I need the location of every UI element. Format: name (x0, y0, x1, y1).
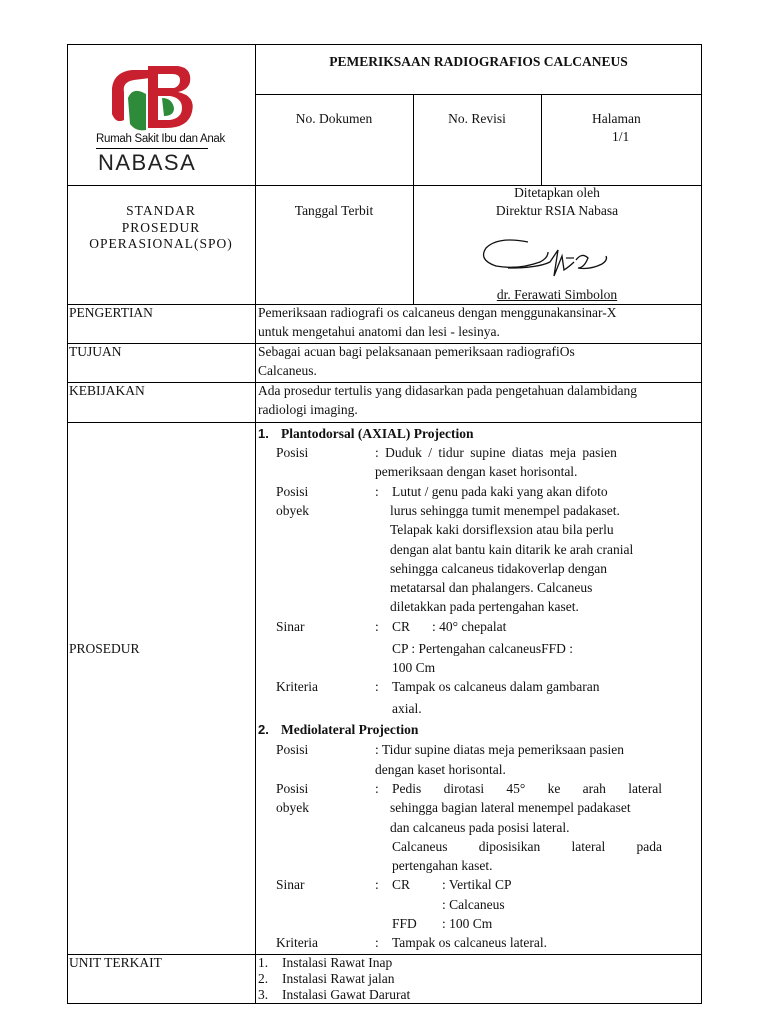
p2-obyek-word: arah (582, 781, 606, 796)
procedure-2-title: Mediolateral Projection (281, 722, 419, 737)
p2-obyek-line-3: dan calcaneus pada posisi lateral. (390, 820, 570, 835)
p2-kriteria-line-1: Tampak os calcaneus lateral. (392, 935, 547, 950)
page-label: Halaman (592, 111, 641, 126)
approved-by-line-2: Direktur RSIA Nabasa (495, 203, 619, 218)
p2-obyek-word: Calcaneus (392, 839, 448, 854)
p1-sinar-colon: : (375, 619, 379, 634)
unit-item-number: 2. (258, 971, 269, 986)
p1-posisi-line-2: pemeriksaan dengan kaset horisontal. (375, 464, 578, 479)
p1-sinar-label: Sinar (276, 619, 305, 634)
table-border-right (701, 44, 702, 1004)
logo-divider (96, 148, 208, 149)
p2-obyek-line-5: pertengahan kaset. (392, 858, 493, 873)
issue-date-label: Tanggal Terbit (294, 203, 374, 218)
pengertian-line-2: untuk mengetahui anatomi dan lesi - lesinya. (258, 324, 500, 339)
p2-sinar-colon: : (375, 877, 379, 892)
p1-posisi-line-1: : Duduk / tidur supine diatas meja pasien (375, 445, 617, 460)
p2-obyek-word: pada (636, 839, 662, 854)
procedure-1-title: Plantodorsal (AXIAL) Projection (281, 426, 474, 441)
logo-mark-icon (92, 58, 222, 138)
tujuan-line-1: Sebagai acuan bagi pelaksanaan pemeriksaan radiografiOs (258, 344, 575, 359)
logo-hospital-name: NABASA (98, 150, 197, 175)
table-border-left (67, 44, 68, 1004)
p2-obyek-label-1: Posisi (276, 781, 309, 796)
p2-obyek-word: diposisikan (478, 839, 541, 854)
p2-obyek-line-1 (392, 781, 662, 797)
p2-kriteria-label: Kriteria (276, 935, 318, 950)
p1-kriteria-line-1: Tampak os calcaneus dalam gambaran (392, 679, 600, 694)
table-border-bottom (67, 1003, 702, 1004)
p2-obyek-word: lateral (628, 781, 662, 796)
revision-label: No. Revisi (448, 111, 506, 126)
p2-posisi-line-2: dengan kaset horisontal. (375, 762, 506, 777)
p2-obyek-label-2: obyek (276, 800, 309, 815)
p2-obyek-colon: : (375, 781, 379, 796)
row-divider-prosedur (67, 422, 702, 423)
p2-obyek-word: lateral (571, 839, 606, 854)
procedure-1-number: 1. (258, 426, 269, 441)
p1-sinar-cr-value: : 40° chepalat (432, 619, 507, 634)
document-title: PEMERIKSAAN RADIOGRAFIOS CALCANEUS (329, 54, 628, 69)
header-col-divider-2 (541, 94, 542, 186)
p1-obyek-line-3: Telapak kaki dorsiflexsion atau bila perlu (390, 522, 614, 537)
pengertian-label: PENGERTIAN (69, 305, 153, 320)
p1-obyek-colon: : (375, 484, 379, 499)
table-border-top (67, 44, 702, 45)
p1-kriteria-colon: : (375, 679, 379, 694)
p2-sinar-ffd: FFD (392, 916, 417, 931)
p2-kriteria-colon: : (375, 935, 379, 950)
p2-obyek-word: ke (547, 781, 561, 796)
unit-item-text: Instalasi Gawat Darurat (282, 987, 411, 1002)
p1-obyek-line-2: lurus sehingga tumit menempel padakaset. (390, 503, 620, 518)
prosedur-label: PROSEDUR (69, 641, 140, 656)
unit-item-number: 1. (258, 955, 269, 970)
p1-obyek-label-1: Posisi (276, 484, 309, 499)
tujuan-label: TUJUAN (69, 344, 122, 359)
procedure-2-number: 2. (258, 722, 269, 737)
kebijakan-label: KEBIJAKAN (69, 383, 145, 398)
p1-kriteria-line-2: axial. (392, 701, 422, 716)
p2-sinar-cr-value: : Vertikal CP (442, 877, 512, 892)
p2-obyek-word: Pedis (392, 781, 422, 796)
p2-sinar-ffd-value: : 100 Cm (442, 916, 493, 931)
unit-terkait-label: UNIT TERKAIT (69, 955, 162, 970)
p1-obyek-line-5: sehingga calcaneus tidakoverlap dengan (390, 561, 608, 576)
spo-line-1: STANDAR (126, 203, 196, 218)
approved-by-line-1: Ditetapkan oleh (514, 185, 600, 200)
signature-image (478, 232, 618, 282)
pengertian-line-1: Pemeriksaan radiografi os calcaneus dengan menggunakansinar-X (258, 305, 617, 320)
spo-line-2: PROSEDUR (121, 220, 201, 235)
p2-obyek-line-4 (392, 839, 662, 855)
approver-name: dr. Ferawati Simbolon (496, 287, 618, 302)
p1-obyek-line-4: dengan alat bantu kain ditarik ke arah cranial (390, 542, 634, 557)
p2-sinar-label: Sinar (276, 877, 305, 892)
header-divider-1 (255, 94, 702, 95)
doc-number-label: No. Dokumen (295, 111, 373, 126)
p1-sinar-cp: CP : Pertengahan calcaneusFFD : (392, 641, 573, 656)
unit-item-text: Instalasi Rawat jalan (282, 971, 395, 986)
p1-obyek-line-1: Lutut / genu pada kaki yang akan difoto (392, 484, 608, 499)
p1-posisi-label: Posisi (276, 445, 309, 460)
unit-item-number: 3. (258, 987, 269, 1002)
hospital-logo (92, 58, 225, 178)
p1-kriteria-label: Kriteria (276, 679, 318, 694)
p2-posisi-line-1: : Tidur supine diatas meja pemeriksaan pasien (375, 742, 624, 757)
logo-hospital-line: Rumah Sakit Ibu dan Anak (96, 133, 225, 145)
p2-posisi-label: Posisi (276, 742, 309, 757)
p1-sinar-cr: CR (392, 619, 411, 634)
kebijakan-line-1: Ada prosedur tertulis yang didasarkan pada pengetahuan dalambidang (258, 383, 637, 398)
spo-line-3: OPERASIONAL(SPO) (89, 236, 233, 251)
page-value: 1/1 (612, 129, 630, 144)
p2-sinar-cr: CR (392, 877, 411, 892)
p2-obyek-line-2: sehingga bagian lateral menempel padakaset (390, 800, 631, 815)
kebijakan-line-2: radiologi imaging. (258, 402, 358, 417)
unit-item-text: Instalasi Rawat Inap (282, 955, 393, 970)
p1-obyek-line-6: metatarsal dan phalangers. Calcaneus (390, 580, 593, 595)
p1-sinar-ffd: 100 Cm (392, 660, 436, 675)
tujuan-line-2: Calcaneus. (258, 363, 317, 378)
p1-obyek-label-2: obyek (276, 503, 309, 518)
p2-obyek-word: dirotasi (443, 781, 485, 796)
column-divider (255, 44, 256, 1004)
p2-obyek-word: 45° (506, 781, 526, 796)
p1-obyek-line-7: diletakkan pada pertengahan kaset. (390, 599, 579, 614)
p2-sinar-cp-value: : Calcaneus (442, 897, 505, 912)
